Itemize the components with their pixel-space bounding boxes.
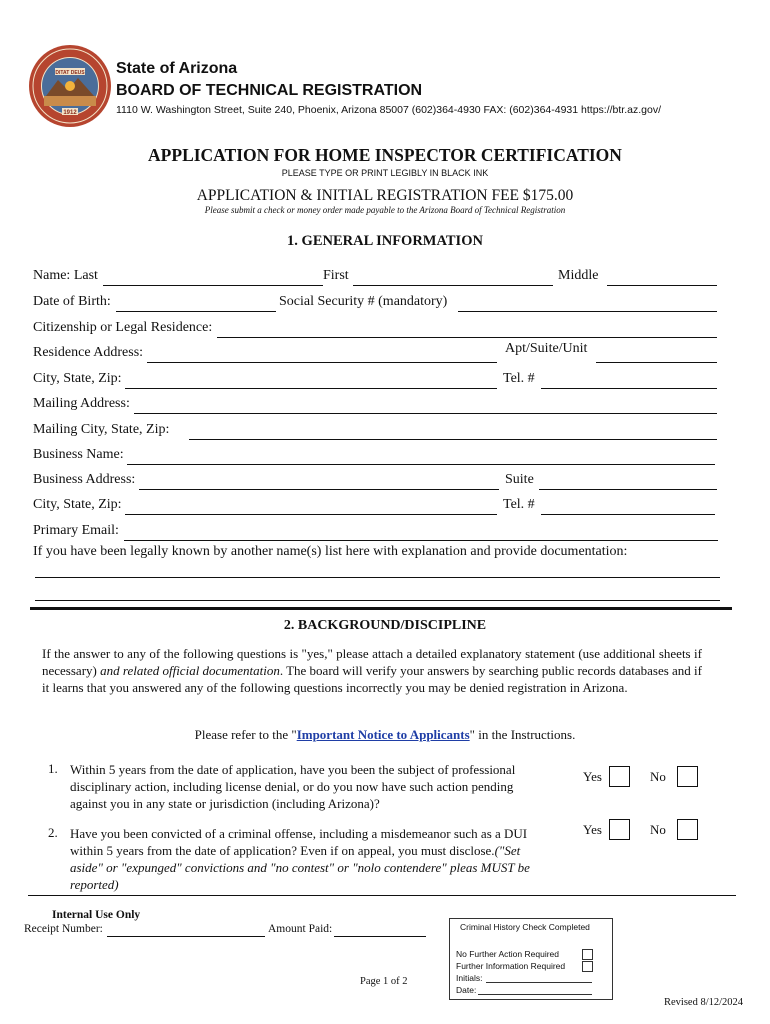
question-1-yes-label: Yes	[583, 769, 602, 784]
receipt-number-label: Receipt Number:	[24, 923, 103, 935]
citizenship-label: Citizenship or Legal Residence:	[33, 320, 213, 335]
page-number: Page 1 of 2	[360, 976, 408, 987]
question-1-yes-checkbox[interactable]	[609, 766, 630, 787]
residence-address-field[interactable]	[147, 362, 497, 363]
question-1-no-label: No	[650, 769, 666, 784]
question-2-no-checkbox[interactable]	[677, 819, 698, 840]
email-field[interactable]	[124, 540, 718, 541]
mailing-city-row	[33, 422, 723, 442]
amount-paid-label: Amount Paid:	[268, 923, 333, 935]
question-2-number: 2.	[48, 825, 58, 840]
citizenship-row	[33, 320, 723, 340]
further-info-checkbox[interactable]	[582, 961, 593, 972]
no-further-action-label: No Further Action Required	[456, 949, 559, 959]
business-city-field[interactable]	[125, 514, 497, 515]
residence-address-label: Residence Address:	[33, 345, 144, 360]
fee-line: APPLICATION & INITIAL REGISTRATION FEE $175.00	[196, 187, 574, 204]
question-2-yes-label: Yes	[583, 822, 602, 837]
amount-paid-field[interactable]	[334, 936, 426, 937]
business-name-label: Business Name:	[33, 447, 124, 462]
city-state-zip-label: City, State, Zip:	[33, 371, 122, 386]
other-names-line-1[interactable]	[35, 577, 720, 578]
internal-use-heading: Internal Use Only	[52, 909, 141, 921]
section-divider	[30, 607, 732, 610]
question-1-text: Within 5 years from the date of application, have you been the subject of professional disciplinary action, including license denial, or do you now have such action pending against you in any state or jurisdiction (including Arizona)?	[70, 762, 516, 811]
city-state-zip-field[interactable]	[125, 388, 497, 389]
revision-date: Revised 8/12/2024	[664, 997, 744, 1008]
board-name: BOARD OF TECHNICAL REGISTRATION	[116, 82, 423, 99]
question-1-no-checkbox[interactable]	[677, 766, 698, 787]
mailing-address-field[interactable]	[134, 413, 717, 414]
apt-label: Apt/Suite/Unit	[505, 341, 588, 356]
business-name-field[interactable]	[127, 464, 715, 465]
question-1-number: 1.	[48, 761, 58, 776]
mailing-address-label: Mailing Address:	[33, 396, 130, 411]
email-row	[33, 523, 723, 543]
residence-row	[33, 341, 723, 365]
background-instructions: If the answer to any of the following questions is "yes," please attach a detailed explanatory statement (use additional sheets if necessary) and related official documentation. The board will verify your answers by searching public records databases and if it learns that you answered any of the following questions incorrectly you may be denied registration in Arizona.	[42, 646, 703, 695]
other-names-label: If you have been legally known by another name(s) list here with explanation and provide documentation:	[33, 544, 628, 559]
name-last-field[interactable]	[103, 285, 323, 286]
business-address-field[interactable]	[139, 489, 499, 490]
question-2-yes-checkbox[interactable]	[609, 819, 630, 840]
form-subtitle: PLEASE TYPE OR PRINT LEGIBLY IN BLACK INK	[281, 168, 489, 178]
criminal-history-box	[449, 918, 613, 1000]
business-city-label: City, State, Zip:	[33, 497, 122, 512]
suite-label: Suite	[505, 472, 534, 487]
receipt-number-field[interactable]	[107, 936, 265, 937]
svg-text:DITAT DEUS: DITAT DEUS	[55, 70, 85, 76]
ssn-field[interactable]	[458, 311, 717, 312]
dob-label: Date of Birth:	[33, 294, 111, 309]
board-address: 1110 W. Washington Street, Suite 240, Phoenix, Arizona 85007 (602)364-4930 FAX: (602)364-4931 https://btr.az.gov/	[116, 104, 661, 116]
suite-field[interactable]	[539, 489, 717, 490]
name-last-label: Name: Last	[33, 268, 98, 283]
fee-note: Please submit a check or money order made payable to the Arizona Board of Technical Registration	[204, 205, 566, 215]
middle-name-field[interactable]	[607, 285, 717, 286]
mailing-city-label: Mailing City, State, Zip:	[33, 422, 170, 437]
email-label: Primary Email:	[33, 523, 119, 538]
middle-name-label: Middle	[558, 268, 599, 283]
apt-field[interactable]	[596, 362, 717, 363]
dob-field[interactable]	[116, 311, 276, 312]
section-general-heading: 1. GENERAL INFORMATION	[287, 233, 483, 249]
tel-label: Tel. #	[503, 371, 535, 386]
important-notice-link[interactable]: Important Notice to Applicants	[296, 727, 470, 742]
arizona-state-seal	[28, 44, 112, 128]
mailing-row	[33, 396, 723, 416]
business-address-row	[33, 472, 723, 492]
initials-field[interactable]	[486, 982, 592, 983]
no-further-action-checkbox[interactable]	[582, 949, 593, 960]
initials-label: Initials:	[456, 973, 483, 983]
footer-divider	[28, 895, 736, 896]
city-row-2	[33, 497, 723, 517]
notice-line: Please refer to the "Important Notice to Applicants" in the Instructions.	[194, 727, 576, 742]
dob-row	[33, 294, 723, 314]
tel-field[interactable]	[541, 388, 717, 389]
business-tel-field[interactable]	[541, 514, 715, 515]
ssn-label: Social Security # (mandatory)	[279, 294, 448, 309]
question-2-text: Have you been convicted of a criminal offense, including a misdemeanor such as a DUI within 5 years from the date of application? Even if on appeal, you must disclose.("Set aside" or "expunged" convictions and "no contest" or "nolo contendere" pleas MUST be reported)	[70, 826, 530, 892]
criminal-history-title: Criminal History Check Completed	[460, 922, 590, 932]
citizenship-field[interactable]	[217, 337, 717, 338]
section-background-heading: 2. BACKGROUND/DISCIPLINE	[283, 618, 487, 633]
svg-text:1912: 1912	[63, 110, 77, 116]
business-name-row	[33, 447, 723, 467]
further-info-label: Further Information Required	[456, 961, 566, 971]
business-tel-label: Tel. #	[503, 497, 535, 512]
first-name-field[interactable]	[353, 285, 553, 286]
date-label: Date:	[456, 985, 477, 995]
name-row	[33, 268, 723, 288]
other-names-line-2[interactable]	[35, 600, 720, 601]
first-name-label: First	[323, 268, 349, 283]
mailing-city-field[interactable]	[189, 439, 717, 440]
state-name: State of Arizona	[116, 60, 238, 77]
city-row-1	[33, 371, 723, 391]
question-2-no-label: No	[650, 822, 666, 837]
date-field[interactable]	[478, 994, 592, 995]
form-title: APPLICATION FOR HOME INSPECTOR CERTIFICATION	[148, 145, 622, 165]
business-address-label: Business Address:	[33, 472, 136, 487]
